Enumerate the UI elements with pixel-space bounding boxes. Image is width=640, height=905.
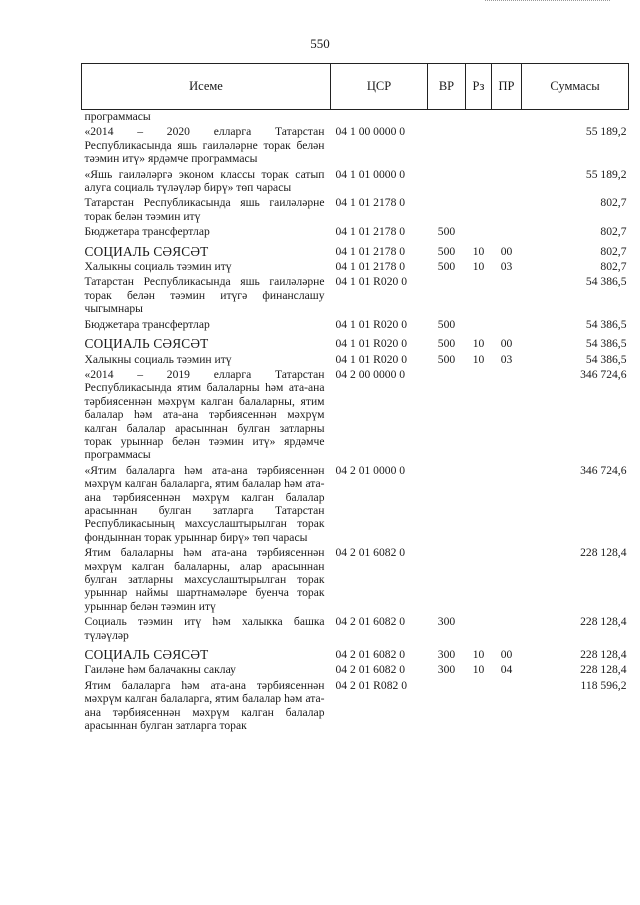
- cell-csr: 04 1 01 0000 0: [335, 167, 406, 181]
- cell-csr: 04 1 01 2178 0: [335, 244, 406, 258]
- header-row: [82, 64, 629, 110]
- cell-name: Татарстан Республикасында яшь гаиләләрне торак белән тәэмин итү: [84, 196, 325, 223]
- cell-name: Татарстан Республикасында яшь гаиләләрне торак белән тәэмин итүгә финанслашу чыгымнары: [84, 275, 325, 316]
- cell-sum: [522, 110, 629, 126]
- page-number: 550: [310, 36, 330, 51]
- header-sum: Суммасы: [522, 64, 629, 110]
- cell-vr: 300: [437, 615, 456, 629]
- cell-csr: 04 1 01 R020 0: [335, 317, 407, 331]
- cell-csr: 04 2 01 6082 0: [335, 615, 406, 629]
- cell-pr: [492, 275, 522, 317]
- table-row: [82, 125, 629, 167]
- table-row: [82, 679, 629, 735]
- cell-vr: [428, 110, 466, 126]
- cell-sum: 802,7: [600, 260, 627, 274]
- table-row: [82, 368, 629, 464]
- table-row: [82, 353, 629, 368]
- table-row: [82, 318, 629, 333]
- cell-csr: 04 2 01 6082 0: [335, 546, 406, 560]
- cell-rz: [466, 125, 492, 167]
- cell-pr: 00: [500, 244, 513, 258]
- cell-sum: 54 386,5: [585, 317, 627, 331]
- cell-csr: 04 1 01 2178 0: [335, 196, 406, 210]
- cell-pr: [492, 196, 522, 225]
- cell-pr: [492, 125, 522, 167]
- header-vr: ВР: [428, 64, 466, 110]
- cell-sum: 228 128,4: [580, 615, 627, 629]
- table-row: [82, 168, 629, 197]
- cell-pr: 04: [500, 663, 513, 677]
- cell-name: «2014 – 2020 елларга Татарстан Республикасында яшь гаиләләрне торак белән тәэмин итү» ярдәмче программасы: [84, 125, 325, 166]
- cell-name: Халыкны социаль тәэмин итү: [84, 352, 232, 366]
- cell-pr: [492, 615, 522, 644]
- cell-rz: [466, 275, 492, 317]
- cell-name: «Яшь гаиләләргә эконом классы торак сатып алуга социаль түләүләр бирү» төп чарасы: [84, 167, 325, 195]
- table-row: [82, 196, 629, 225]
- cell-name: Ятим балаларга һәм ата-ана тәрбиясеннән мәхрүм калган балаларга, ятим балалар һәм ата-ана тәрбиясеннән мәхрүм калган балалар арасыннан булган затларга торак: [84, 678, 325, 733]
- cell-vr: 500: [437, 244, 456, 258]
- cell-rz: 10: [472, 337, 485, 351]
- table-row: [82, 275, 629, 317]
- cell-pr: 00: [500, 337, 513, 351]
- cell-name: СОЦИАЛЬ СӘЯСӘТ: [84, 243, 209, 259]
- header-rz: Рз: [466, 64, 492, 110]
- cell-csr: 04 2 00 0000 0: [335, 367, 406, 381]
- cell-rz: 10: [472, 663, 485, 677]
- cell-name: Социаль тәэмин итү һәм халыкка башка түләүләр: [84, 615, 325, 642]
- table-row: [82, 464, 629, 546]
- cell-pr: [492, 679, 522, 735]
- table-row: [82, 644, 629, 663]
- cell-rz: [466, 368, 492, 464]
- table-row: [82, 260, 629, 275]
- table-row: [82, 241, 629, 260]
- cell-pr: 00: [500, 648, 513, 662]
- cell-rz: [466, 110, 492, 126]
- cell-pr: [492, 464, 522, 546]
- cell-rz: [466, 225, 492, 240]
- cell-name: Ятим балаларны һәм ата-ана тәрбиясеннән мәхрүм калган балаларны, алар арасыннан булган затларны махсуслаштырылган торак урыннар наймы шартнамәләре буенча торак урыннар белән тәэмин итү: [84, 546, 325, 613]
- cell-sum: 54 386,5: [585, 337, 627, 351]
- cell-vr: 300: [437, 663, 456, 677]
- cell-name: СОЦИАЛЬ СӘЯСӘТ: [84, 336, 209, 352]
- cell-rz: 10: [472, 260, 485, 274]
- cell-vr: 500: [437, 352, 456, 366]
- cell-name: Бюджетара трансфертлар: [84, 225, 210, 239]
- cell-rz: [466, 546, 492, 615]
- cell-sum: 346 724,6: [580, 463, 627, 477]
- cell-pr: [492, 318, 522, 333]
- header-csr: ЦСР: [331, 64, 428, 110]
- cell-csr: [331, 110, 428, 126]
- cell-pr: 03: [500, 352, 513, 366]
- cell-rz: [466, 196, 492, 225]
- cell-csr: 04 2 01 6082 0: [335, 648, 406, 662]
- cell-sum: 118 596,2: [580, 678, 627, 692]
- table-row: [82, 110, 629, 126]
- cell-csr: 04 1 01 R020 0: [335, 352, 407, 366]
- cell-rz: [466, 615, 492, 644]
- table-header: [82, 64, 629, 110]
- cell-vr: [428, 125, 466, 167]
- cell-vr: [428, 275, 466, 317]
- table-body: [82, 110, 629, 735]
- cell-pr: [492, 225, 522, 240]
- cell-csr: 04 1 01 R020 0: [335, 337, 407, 351]
- cell-rz: [466, 318, 492, 333]
- cell-sum: 228 128,4: [580, 648, 627, 662]
- cell-sum: 55 189,2: [585, 125, 627, 139]
- cell-pr: [492, 168, 522, 197]
- cell-sum: 54 386,5: [585, 275, 627, 289]
- table-row: [82, 615, 629, 644]
- cell-rz: [466, 679, 492, 735]
- cell-sum: 54 386,5: [585, 352, 627, 366]
- cell-csr: 04 1 01 2178 0: [335, 225, 406, 239]
- table-row: [82, 333, 629, 352]
- cell-pr: [492, 110, 522, 126]
- cell-csr: 04 1 01 2178 0: [335, 260, 406, 274]
- cell-vr: [428, 546, 466, 615]
- header-pr: ПР: [492, 64, 522, 110]
- cell-name: «2014 – 2019 елларга Татарстан Республикасында ятим балаларны һәм ата-ана тәрбиясеннән мәхрүм калган балаларны, ятим балалар һәм ата-ана тәрбиясеннән мәхрүм калган балалар арасыннан булган затларны торак урыннар белән тәэмин итү» ярдәмче программасы: [84, 367, 325, 462]
- table-row: [82, 546, 629, 615]
- cell-sum: 346 724,6: [580, 367, 627, 381]
- cell-pr: [492, 368, 522, 464]
- cell-pr: 03: [500, 260, 513, 274]
- cell-csr: 04 2 01 R082 0: [335, 678, 407, 692]
- cell-sum: 228 128,4: [580, 663, 627, 677]
- cell-rz: 10: [472, 352, 485, 366]
- cell-vr: [428, 368, 466, 464]
- cell-csr: 04 2 01 6082 0: [335, 663, 406, 677]
- cell-vr: [428, 196, 466, 225]
- cell-name: «Ятим балаларга һәм ата-ана тәрбиясеннән мәхрүм калган балаларга, ятим балалар һәм ата-ана тәрбиясеннән мәхрүм калган балалар арасыннан булган затларга Татарстан Республикасының махсуслаштырылган торак фондыннан торак урыннар бирү» төп чарасы: [84, 463, 325, 544]
- cell-name: программасы: [84, 110, 151, 123]
- table-row: [82, 225, 629, 240]
- cell-sum: 802,7: [600, 196, 627, 210]
- budget-table: [81, 63, 629, 734]
- cell-vr: 500: [437, 317, 456, 331]
- cell-name: Гаиләне һәм балачакны саклау: [84, 663, 236, 677]
- cell-vr: 500: [437, 260, 456, 274]
- cell-vr: [428, 464, 466, 546]
- cell-sum: 802,7: [600, 244, 627, 258]
- cell-csr: 04 1 01 R020 0: [335, 275, 407, 289]
- cell-name: СОЦИАЛЬ СӘЯСӘТ: [84, 647, 209, 663]
- cell-vr: [428, 168, 466, 197]
- top-edge-mark: [485, 0, 610, 1]
- cell-sum: 228 128,4: [580, 546, 627, 560]
- cell-pr: [492, 546, 522, 615]
- cell-rz: 10: [472, 244, 485, 258]
- cell-csr: 04 1 00 0000 0: [335, 125, 406, 139]
- cell-rz: [466, 168, 492, 197]
- cell-name: Халыкны социаль тәэмин итү: [84, 260, 232, 274]
- cell-rz: 10: [472, 648, 485, 662]
- cell-name: Бюджетара трансфертлар: [84, 317, 210, 331]
- cell-rz: [466, 464, 492, 546]
- cell-vr: 500: [437, 225, 456, 239]
- header-name: Исеме: [82, 64, 331, 110]
- cell-sum: 55 189,2: [585, 167, 627, 181]
- cell-sum: 802,7: [600, 225, 627, 239]
- cell-vr: 300: [437, 648, 456, 662]
- cell-vr: [428, 679, 466, 735]
- cell-vr: 500: [437, 337, 456, 351]
- table-row: [82, 663, 629, 678]
- cell-csr: 04 2 01 0000 0: [335, 463, 406, 477]
